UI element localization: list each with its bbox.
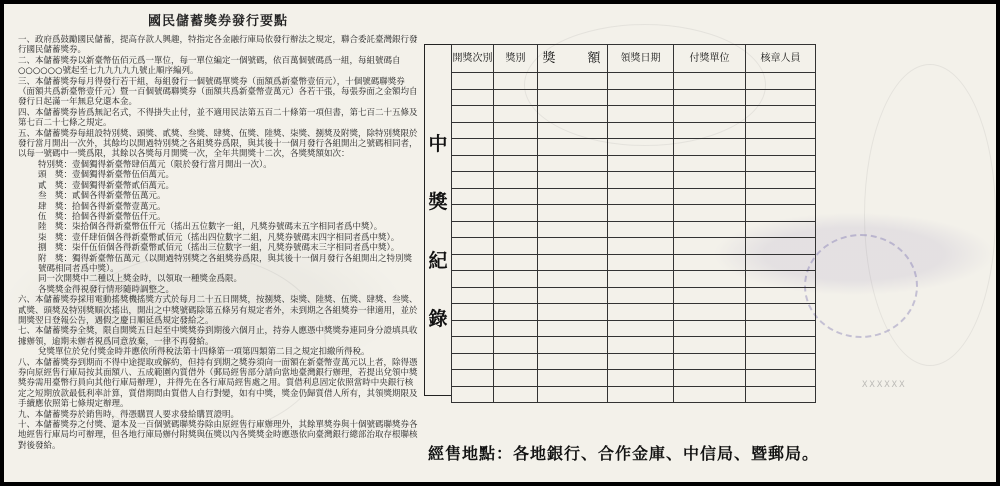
table-cell xyxy=(538,73,608,90)
table-cell xyxy=(674,205,746,222)
prize-item: 頭 獎：壹個獨得新臺幣伍佰萬元。 xyxy=(38,170,175,181)
table-cell xyxy=(608,238,674,255)
table-row xyxy=(452,386,816,403)
rule-paragraph: 九、本儲蓄獎券於銷售時，得憑購買人要求發給購買證明。 xyxy=(18,409,240,420)
table-cell xyxy=(494,188,538,205)
table-cell xyxy=(494,304,538,321)
table-cell xyxy=(608,271,674,288)
table-cell xyxy=(674,304,746,321)
table-row xyxy=(452,89,816,106)
table-cell xyxy=(746,370,816,387)
table-cell xyxy=(538,287,608,304)
table-cell xyxy=(674,89,746,106)
table-cell xyxy=(746,238,816,255)
table-cell xyxy=(452,172,494,189)
table-cell xyxy=(608,89,674,106)
table-cell xyxy=(452,271,494,288)
prize-item: 柒 獎：壹仟肆佰個各得新臺幣貳佰元（搖出四位數字二組，凡獎券號碼末四字相同者爲中獎）。 xyxy=(38,232,400,243)
table-cell xyxy=(746,271,816,288)
table-cell xyxy=(538,221,608,238)
table-cell xyxy=(538,304,608,321)
table-row xyxy=(452,370,816,387)
table-cell xyxy=(452,89,494,106)
table-cell xyxy=(452,386,494,403)
table-row xyxy=(452,304,816,321)
prize-item: 捌 獎：柒仟伍佰個各得新臺幣貳佰元（搖出三位數字一組，凡獎券號碼末三字相同者爲中獎）。 xyxy=(38,243,400,254)
table-cell xyxy=(452,221,494,238)
table-cell xyxy=(538,122,608,139)
table-cell xyxy=(494,254,538,271)
table-cell xyxy=(746,337,816,354)
prize-item: 肆 獎：拾個各得新臺幣壹萬元。 xyxy=(38,201,166,212)
table-cell xyxy=(538,386,608,403)
table-cell xyxy=(608,139,674,156)
table-cell xyxy=(452,106,494,123)
table-cell xyxy=(494,106,538,123)
table-cell xyxy=(452,304,494,321)
table-cell xyxy=(746,205,816,222)
prize-record xyxy=(424,44,816,396)
table-cell xyxy=(674,221,746,238)
table-cell xyxy=(608,155,674,172)
prize-note: 各獎獎金得視發行情形隨時調整之。 xyxy=(38,284,175,295)
table-cell xyxy=(494,238,538,255)
label-char: 紀 xyxy=(428,249,448,272)
table-cell xyxy=(538,320,608,337)
table-cell xyxy=(608,73,674,90)
table-cell xyxy=(674,337,746,354)
table-row xyxy=(452,337,816,354)
rule-paragraph: 五、本儲蓄獎券每組設特別獎、頭獎、貳獎、叁獎、肆獎、伍獎、陸獎、柒獎、捌獎及附獎，除特別獎限於發行當月開出一次外，其餘均以開過特別獎之各組獎券爲限，與其後十一個月發行各組開出之號碼相同者，以每一號碼中一獎爲限，其餘以各獎每月開獎一次，全年共開獎十二次，各獎獎額如次： xyxy=(18,128,418,160)
table-cell xyxy=(452,254,494,271)
table-cell xyxy=(746,353,816,370)
prize-record-table xyxy=(451,44,816,403)
table-cell xyxy=(538,89,608,106)
col-claim-date: 領獎日期 xyxy=(608,45,674,73)
rule-paragraph: 六、本儲蓄獎券採用電動搖獎機搖獎方式於每月二十五日開獎，按捌獎、柒獎、陸獎、伍獎、肆獎、叁獎、貳獎、頭獎及特別獎順次搖出，開出之中獎號碼除第五條另有規定者外，未到期之各組獎券一律適用，並於開獎翌日登報公告，遇假之慶日順延爲規定發給之。 xyxy=(18,295,418,326)
table-cell xyxy=(538,271,608,288)
label-char: 中 xyxy=(428,132,448,155)
table-row xyxy=(452,122,816,139)
table-cell xyxy=(494,172,538,189)
table-cell xyxy=(538,106,608,123)
table-cell xyxy=(452,205,494,222)
table-cell xyxy=(608,122,674,139)
table-cell xyxy=(452,73,494,90)
lottery-ticket-back xyxy=(4,4,996,482)
table-cell xyxy=(674,287,746,304)
table-cell xyxy=(538,337,608,354)
prize-item: 特別獎：壹個獨得新臺幣肆佰萬元（限於發行當月開出一次）。 xyxy=(38,159,272,170)
table-cell xyxy=(746,221,816,238)
table-cell xyxy=(674,139,746,156)
sales-locations: 經售地點：各地銀行、合作金庫、中信局、暨郵局。 xyxy=(428,444,820,463)
table-cell xyxy=(452,122,494,139)
prize-list xyxy=(18,160,418,274)
table-row xyxy=(452,287,816,304)
table-cell xyxy=(538,172,608,189)
table-row xyxy=(452,188,816,205)
table-cell xyxy=(538,205,608,222)
table-cell xyxy=(746,106,816,123)
table-cell xyxy=(608,337,674,354)
table-cell xyxy=(746,73,816,90)
table-cell xyxy=(538,370,608,387)
table-cell xyxy=(452,238,494,255)
table-row xyxy=(452,221,816,238)
table-cell xyxy=(674,106,746,123)
table-cell xyxy=(674,386,746,403)
table-cell xyxy=(746,89,816,106)
table-cell xyxy=(494,320,538,337)
table-row xyxy=(452,205,816,222)
table-row xyxy=(452,139,816,156)
table-cell xyxy=(494,155,538,172)
table-cell xyxy=(674,238,746,255)
table-cell xyxy=(608,221,674,238)
table-cell xyxy=(494,386,538,403)
table-cell xyxy=(452,337,494,354)
label-char: 獎 xyxy=(428,191,448,214)
table-cell xyxy=(452,188,494,205)
table-cell xyxy=(538,254,608,271)
table-row xyxy=(452,172,816,189)
table-cell xyxy=(494,89,538,106)
table-cell xyxy=(608,287,674,304)
table-cell xyxy=(608,353,674,370)
table-row xyxy=(452,155,816,172)
table-cell xyxy=(674,73,746,90)
table-cell xyxy=(538,238,608,255)
table-cell xyxy=(746,320,816,337)
rule-paragraph: 三、本儲蓄獎券每月得發行若干組，每組發行一個號碼單獎券（面額爲新臺幣壹佰元），十個號碼聯獎券（面額共爲新臺幣壹仟元）暨一百個號碼聯獎券（面額共爲新臺幣壹萬元）各若干張，每張券面之金額均自發行日起滿一年無息兌還本金。 xyxy=(18,76,418,108)
table-cell xyxy=(608,205,674,222)
table-cell xyxy=(538,353,608,370)
rule-paragraph: 八、本儲蓄獎券到期而不得中途提取或解約，但持有到期之獎券須向一面額在新臺幣壹萬元以上者，除得憑券向原經售行庫局按其面額八、五成範圍內質借外（郵局經售部分請向當地臺灣銀行辦理，若提出兌領中獎獎券需用臺幣行員向其他行庫局辦理），并得先在各行庫局經售處之用。質借利息固定依照當時中央銀行核定之短期放款最低利率計算，質借期間由質借人自行對變，如有中獎，獎金仍歸質借人所有，其領獎期限及手續應依照第七條規定辦理。 xyxy=(18,357,418,410)
table-cell xyxy=(538,139,608,156)
table-cell xyxy=(746,155,816,172)
table-cell xyxy=(494,205,538,222)
prize-item: 叁 獎：貳個各得新臺幣伍萬元。 xyxy=(38,191,166,202)
rule-paragraph: 十、本儲蓄獎券之付獎、還本及一百個號碼聯獎券除由原經售行庫辦理外，其餘單獎券與十個號碼聯獎券各地經售行庫局均可辦理，但各地行庫局辦付附獎與伍獎以內各獎獎金時應憑依向臺灣銀行總部治取存根聯核對後發給。 xyxy=(18,420,418,451)
prize-item: 附 獎：獨得新臺幣伍萬元（以開過特別獎之各組獎券爲限，與其後十一個月發行各組開出之特別獎號碼相同者爲中獎）。 xyxy=(38,253,413,274)
table-cell xyxy=(608,304,674,321)
col-prize-amount: 獎 額 xyxy=(538,45,608,73)
table-cell xyxy=(608,254,674,271)
col-prize-type: 獎別 xyxy=(494,45,538,73)
table-cell xyxy=(538,155,608,172)
table-cell xyxy=(494,122,538,139)
table-cell xyxy=(452,287,494,304)
table-cell xyxy=(452,139,494,156)
prize-item: 伍 獎：拾個各得新臺幣伍仟元。 xyxy=(38,211,166,222)
table-cell xyxy=(674,271,746,288)
issuance-rules xyxy=(18,14,418,451)
rule-paragraph: 七、本儲蓄獎券全獎，限自開獎五日起至中獎獎券到期後六個月止，持券人應憑中獎獎券連同身分證填具收據辦領，逾期未辦者視爲同意放棄，一律不再發給。 xyxy=(18,326,418,347)
table-row xyxy=(452,238,816,255)
table-cell xyxy=(746,188,816,205)
table-cell xyxy=(494,221,538,238)
label-char: 錄 xyxy=(428,308,448,331)
table-row xyxy=(452,271,816,288)
table-cell xyxy=(674,188,746,205)
table-cell xyxy=(608,320,674,337)
table-cell xyxy=(452,353,494,370)
prize-item: 陸 獎：柒拾個各得新臺幣伍仟元（搖出五位數字一組，凡獎券號碼末五字相同者爲中獎）。 xyxy=(38,222,383,233)
rule-paragraph: 一、政府爲鼓勵國民儲蓄，提高存款人興趣，特指定各金融行庫局依發行辦法之規定，聯合委託臺灣銀行發行國民儲蓄獎券。 xyxy=(18,35,418,56)
table-cell xyxy=(674,320,746,337)
table-cell xyxy=(674,353,746,370)
table-cell xyxy=(494,337,538,354)
table-cell xyxy=(538,188,608,205)
table-cell xyxy=(494,287,538,304)
faded-seal-stamp xyxy=(804,234,918,338)
table-cell xyxy=(674,254,746,271)
table-row xyxy=(452,254,816,271)
rule-paragraph: 四、本儲蓄獎券皆爲無記名式，不得掛失止付，並不適用民法第五百二十條第一項但書，第七百二十五條及第七百二十七條之規定。 xyxy=(18,107,418,129)
table-row xyxy=(452,353,816,370)
col-draw-no: 開獎次別 xyxy=(452,45,494,73)
col-paying-unit: 付獎單位 xyxy=(674,45,746,73)
table-cell xyxy=(674,122,746,139)
table-cell xyxy=(746,122,816,139)
table-cell xyxy=(674,370,746,387)
table-cell xyxy=(746,254,816,271)
table-header-row xyxy=(452,45,816,73)
rules-title: 國民儲蓄獎券發行要點 xyxy=(147,14,288,29)
col-verifier: 核章人員 xyxy=(746,45,816,73)
table-cell xyxy=(608,370,674,387)
table-row xyxy=(452,106,816,123)
table-row xyxy=(452,73,816,90)
table-cell xyxy=(746,304,816,321)
table-cell xyxy=(674,155,746,172)
table-cell xyxy=(746,139,816,156)
table-cell xyxy=(608,172,674,189)
table-cell xyxy=(674,172,746,189)
prize-note: 同一次開獎中二種以上獎金時，以領取一種獎金爲限。 xyxy=(38,274,243,285)
table-cell xyxy=(494,271,538,288)
table-cell xyxy=(608,188,674,205)
table-row xyxy=(452,320,816,337)
prize-record-label xyxy=(424,44,452,396)
table-cell xyxy=(608,106,674,123)
rule-paragraph: 二、本儲蓄獎券以新臺幣伍佰元爲一單位，每一單位編定一個號碼，依百萬個號碼爲一組，每組號碼自○○○○○○號起至七九九九九九號止順序編列。 xyxy=(18,55,401,77)
table-cell xyxy=(494,370,538,387)
table-cell xyxy=(494,353,538,370)
faded-serial: XXXXXX xyxy=(862,380,907,390)
table-cell xyxy=(452,320,494,337)
table-cell xyxy=(452,155,494,172)
table-cell xyxy=(452,370,494,387)
table-cell xyxy=(746,287,816,304)
table-cell xyxy=(494,139,538,156)
tax-note: 兌獎單位於兌付獎金時并應依所得稅法第十四條第一項第四類第二目之規定扣繳所得稅。 xyxy=(38,347,370,358)
table-cell xyxy=(608,386,674,403)
table-cell xyxy=(746,386,816,403)
table-cell xyxy=(746,172,816,189)
prize-item: 貳 獎：壹個獨得新臺幣貳佰萬元。 xyxy=(38,180,175,191)
table-cell xyxy=(494,73,538,90)
